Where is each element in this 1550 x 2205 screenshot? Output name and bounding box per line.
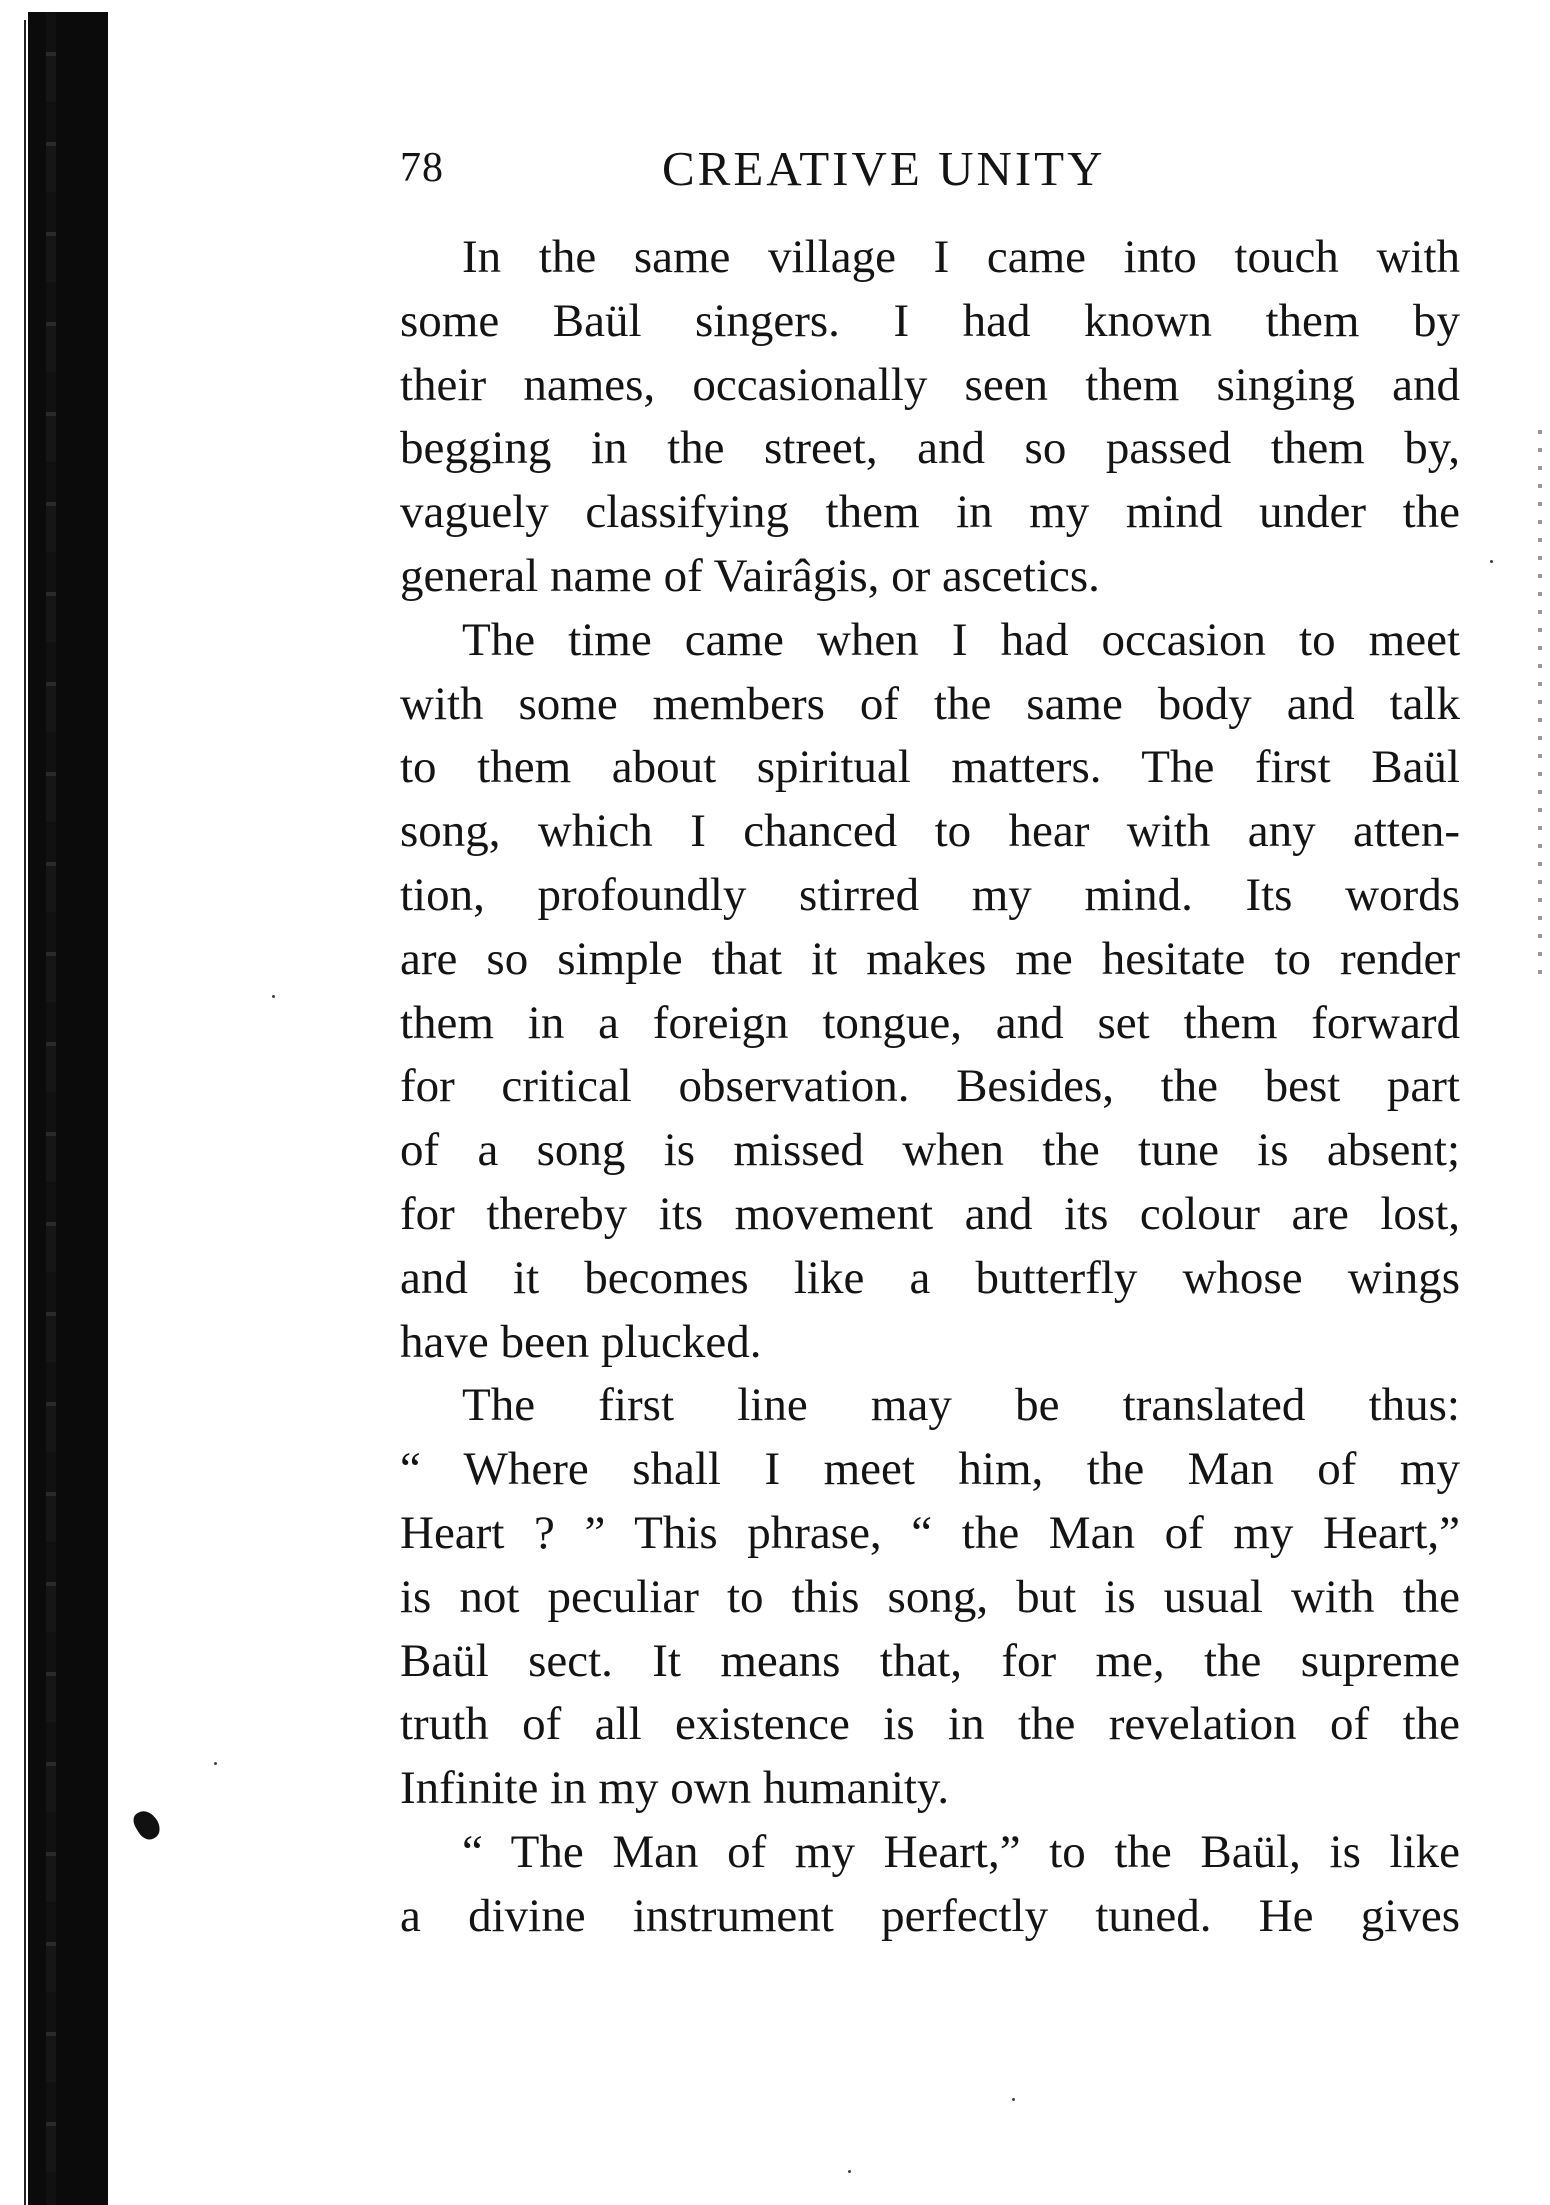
text-line: for thereby its movement and its colour are lost, — [400, 1187, 1460, 1240]
paper-speck — [272, 995, 275, 998]
text-line: are so simple that it makes me hesitate to render — [400, 932, 1460, 985]
page-edge-marks — [1538, 430, 1542, 980]
text-line: and it becomes like a butterfly whose wings — [400, 1251, 1460, 1304]
body-text — [400, 226, 1460, 1949]
text-line: Infinite in my own humanity. — [400, 1762, 950, 1815]
text-line: a divine instrument perfectly tuned. He gives — [400, 1889, 1460, 1942]
book-binding-edge — [28, 12, 108, 2205]
text-line: Heart ? ” This phrase, “ the Man of my Heart,” — [400, 1506, 1460, 1559]
text-line: their names, occasionally seen them singing and — [400, 358, 1460, 411]
text-line: truth of all existence is in the revelation of the — [400, 1698, 1460, 1751]
running-head: CREATIVE UNITY — [662, 141, 1106, 196]
text-line: vaguely classifying them in my mind under the — [400, 486, 1460, 539]
paper-speck — [214, 1762, 217, 1765]
text-line: The first line may be translated thus: — [462, 1379, 1460, 1432]
text-line: tion, profoundly stirred my mind. Its words — [400, 868, 1460, 921]
text-line: begging in the street, and so passed them by, — [400, 422, 1460, 475]
text-line: “ The Man of my Heart,” to the Baül, is like — [462, 1825, 1460, 1878]
page-number: 78 — [400, 145, 444, 191]
text-line: song, which I chanced to hear with any atten- — [400, 805, 1460, 858]
text-line: have been plucked. — [400, 1315, 762, 1368]
binding-texture — [46, 12, 56, 2205]
text-line: of a song is missed when the tune is absent; — [400, 1124, 1460, 1177]
paper-speck — [1012, 2098, 1015, 2101]
text-line: In the same village I came into touch with — [462, 231, 1460, 283]
paper-speck — [1490, 560, 1493, 563]
binding-gap — [10, 20, 26, 2205]
text-line: some Baül singers. I had known them by — [400, 294, 1460, 347]
text-line: general name of Vairâgis, or ascetics. — [400, 549, 1100, 602]
ink-blot — [130, 1807, 164, 1844]
text-line: Baül sect. It means that, for me, the supreme — [400, 1634, 1460, 1687]
text-line: to them about spiritual matters. The first Baül — [400, 741, 1460, 794]
text-line: “ Where shall I meet him, the Man of my — [400, 1443, 1460, 1496]
text-line: them in a foreign tongue, and set them forward — [400, 996, 1460, 1049]
text-line: is not peculiar to this song, but is usual with the — [400, 1570, 1460, 1623]
text-line: with some members of the same body and talk — [400, 677, 1460, 730]
text-line: The time came when I had occasion to meet — [462, 613, 1460, 666]
text-line: for critical observation. Besides, the best part — [400, 1060, 1460, 1113]
page-header — [400, 140, 1460, 200]
paper-speck — [848, 2170, 851, 2173]
